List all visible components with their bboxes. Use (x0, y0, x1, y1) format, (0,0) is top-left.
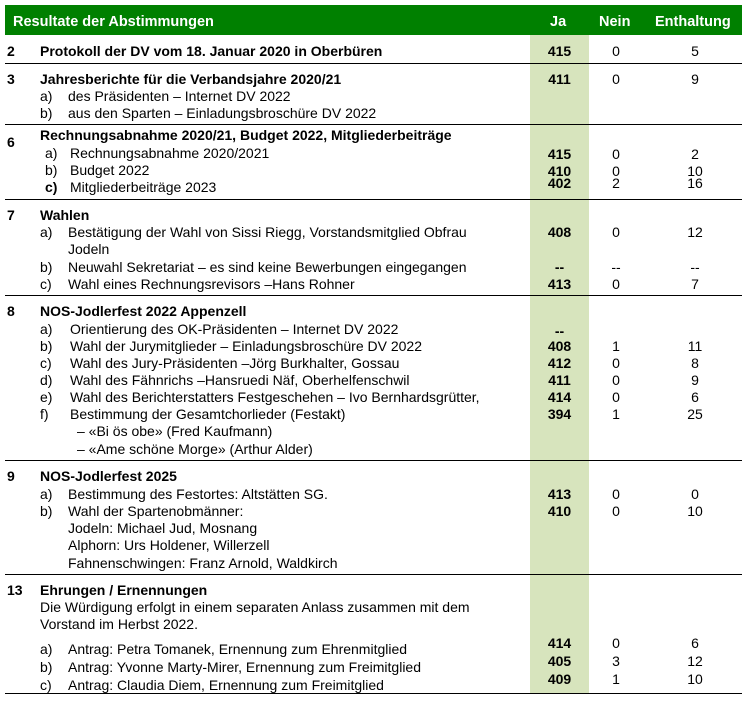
nein-value: 0 (612, 635, 620, 651)
list-item (5, 259, 742, 276)
ja-value: 412 (547, 355, 572, 371)
list-item (5, 486, 742, 503)
item-letter: a) (45, 145, 58, 161)
list-item (5, 671, 742, 694)
item-text: Antrag: Yvonne Marty-Mirer, Ernennung zum Freimitglied (68, 659, 422, 675)
item-title: Protokoll der DV vom 18. Januar 2020 in Oberbüren (40, 43, 383, 59)
enthaltung-value: -- (690, 259, 700, 275)
header-ja: Ja (550, 14, 567, 30)
ja-value: -- (554, 259, 565, 275)
nein-value: -- (611, 259, 621, 275)
item-letter: c) (40, 677, 52, 693)
ja-value: 413 (547, 276, 572, 292)
nein-value: 1 (612, 338, 620, 354)
officer-name: Fahnenschwingen: Franz Arnold, Waldkirch (68, 555, 338, 571)
intro-text: Vorstand im Herbst 2022. (40, 616, 198, 632)
list-item (5, 321, 742, 338)
item-number: 3 (7, 71, 15, 87)
item-text: Wahl des Jury-Präsidenten –Jörg Burkhalter, Gossau (70, 355, 400, 371)
nein-value: 0 (612, 355, 620, 371)
item-letter: b) (40, 503, 53, 519)
header-title: Resultate der Abstimmungen (13, 14, 214, 30)
table-row (5, 71, 742, 88)
item-text-continued: Jodeln (68, 241, 110, 257)
enthaltung-value: 8 (691, 355, 699, 371)
item-text: Rechnungsabnahme 2020/2021 (70, 145, 270, 161)
item-text: Wahl der Jurymitglieder – Einladungsbroschüre DV 2022 (70, 338, 422, 354)
officer-name: Jodeln: Michael Jud, Mosnang (68, 520, 258, 536)
header-nein: Nein (599, 14, 631, 30)
item-text: Antrag: Claudia Diem, Ernennung zum Freimitglied (68, 677, 384, 693)
nein-value: 1 (612, 406, 620, 422)
nein-value: 2 (612, 175, 620, 191)
item-letter: c) (40, 355, 52, 371)
ja-value: 394 (547, 406, 572, 422)
ja-value: 414 (547, 389, 572, 405)
ja-value: 410 (547, 503, 572, 519)
table-row (5, 207, 742, 224)
ja-value: 411 (548, 372, 571, 388)
item-letter: c) (40, 276, 52, 292)
item-letter: b) (45, 162, 58, 178)
divider (5, 295, 742, 296)
item-text: Antrag: Petra Tomanek, Ernennung zum Ehrenmitglied (68, 641, 408, 657)
item-text: Orientierung des OK-Präsidenten – Internet DV 2022 (70, 321, 399, 337)
list-item (5, 338, 742, 355)
list-item (5, 372, 742, 389)
intro-text: Die Würdigung erfolgt in einem separaten Anlass zusammen mit dem (40, 599, 470, 615)
ja-value: 405 (547, 653, 572, 669)
list-item (5, 355, 742, 372)
divider (5, 693, 742, 694)
enthaltung-value: 10 (687, 163, 703, 179)
list-item (5, 423, 742, 440)
item-title: Rechnungsabnahme 2020/21, Budget 2022, Mitgliederbeiträge (40, 127, 452, 143)
item-letter: d) (40, 372, 53, 388)
list-item (5, 88, 742, 105)
item-number: 7 (7, 207, 15, 223)
nein-value: 0 (612, 389, 620, 405)
list-item (5, 616, 742, 633)
list-item (5, 599, 742, 616)
table-row (5, 127, 742, 150)
list-item (5, 389, 742, 406)
enthaltung-value: 2 (691, 146, 699, 162)
item-text: Wahl des Fähnrichs –Hansruedi Näf, Oberhelfenschwil (70, 372, 410, 388)
item-text: des Präsidenten – Internet DV 2022 (68, 88, 291, 104)
enthaltung-value: 5 (691, 43, 699, 59)
item-text: Wahl des Berichterstatters Festgeschehen – Ivo Bernhardsgrütter, (70, 389, 480, 405)
ja-value: 414 (547, 635, 572, 651)
item-letter: f) (40, 406, 49, 422)
item-text: Mitgliederbeiträge 2023 (70, 179, 217, 195)
item-title: NOS-Jodlerfest 2025 (40, 468, 177, 484)
item-letter: c) (45, 179, 58, 195)
list-item (5, 276, 742, 293)
list-item (5, 503, 742, 520)
divider (5, 199, 742, 200)
enthaltung-value: 12 (687, 224, 703, 240)
item-letter: a) (40, 88, 53, 104)
item-number: 13 (7, 582, 23, 598)
enthaltung-value: 12 (687, 653, 703, 669)
enthaltung-value: 0 (691, 486, 699, 502)
item-letter: b) (40, 659, 53, 675)
nein-value: 0 (612, 71, 620, 87)
item-text: Bestätigung der Wahl von Sissi Riegg, Vorstandsmitglied Obfrau (68, 224, 467, 240)
item-text: Neuwahl Sekretariat – es sind keine Bewerbungen eingegangen (68, 259, 467, 275)
item-letter: a) (40, 321, 53, 337)
divider (5, 124, 742, 125)
item-text: Wahl eines Rechnungsrevisors –Hans Rohner (68, 276, 355, 292)
list-item (5, 224, 742, 241)
enthaltung-value: 6 (691, 635, 699, 651)
enthaltung-value: 16 (687, 175, 703, 191)
nein-value: 0 (612, 163, 620, 179)
nein-value: 0 (612, 43, 620, 59)
nein-value: 3 (612, 653, 620, 669)
list-item (5, 175, 742, 196)
header-enthaltung: Enthaltung (655, 14, 731, 30)
list-item (5, 441, 742, 458)
nein-value: 0 (612, 146, 620, 162)
item-text: Budget 2022 (70, 162, 150, 178)
item-text: Bestimmung des Festortes: Altstätten SG. (68, 486, 328, 502)
item-number: 2 (7, 43, 15, 59)
ja-value: 413 (547, 486, 572, 502)
table-row (5, 468, 742, 485)
divider (5, 574, 742, 575)
ja-value: 408 (547, 224, 572, 240)
table-header (5, 5, 742, 35)
nein-value: 0 (612, 503, 620, 519)
enthaltung-value: 10 (687, 671, 703, 687)
enthaltung-value: 9 (691, 372, 699, 388)
divider (5, 63, 742, 64)
enthaltung-value: 25 (687, 406, 703, 422)
nein-value: 0 (612, 224, 620, 240)
ja-value: 408 (547, 338, 572, 354)
item-title: Ehrungen / Ernennungen (40, 582, 208, 598)
item-title: Jahresberichte für die Verbandsjahre 2020/21 (40, 71, 342, 87)
item-title: NOS-Jodlerfest 2022 Appenzell (40, 303, 247, 319)
item-letter: b) (40, 105, 53, 121)
ja-value: 415 (547, 146, 572, 162)
enthaltung-value: 11 (687, 338, 703, 354)
item-text: aus den Sparten – Einladungsbroschüre DV 2022 (68, 105, 377, 121)
song-title: – «Bi ös obe» (Fred Kaufmann) (77, 423, 273, 439)
enthaltung-value: 7 (691, 276, 699, 292)
ja-value: 409 (547, 671, 572, 687)
item-letter: e) (40, 389, 53, 405)
list-item (5, 406, 742, 423)
item-number: 6 (7, 134, 15, 150)
ja-value: 415 (547, 43, 572, 59)
item-letter: a) (40, 224, 53, 240)
table-row (5, 43, 742, 60)
table-row (5, 582, 742, 599)
item-letter: a) (40, 641, 53, 657)
ja-value: 410 (547, 163, 572, 179)
nein-value: 0 (612, 276, 620, 292)
enthaltung-value: 9 (691, 71, 699, 87)
song-title: – «Ame schöne Morge» (Arthur Alder) (77, 441, 313, 457)
item-letter: b) (40, 338, 53, 354)
item-text: Wahl der Spartenobmänner: (68, 503, 244, 519)
nein-value: 0 (612, 486, 620, 502)
item-title: Wahlen (40, 207, 90, 223)
divider (5, 460, 742, 461)
item-letter: b) (40, 259, 53, 275)
item-letter: a) (40, 486, 53, 502)
officer-name: Alphorn: Urs Holdener, Willerzell (68, 537, 270, 553)
item-text: Bestimmung der Gesamtchorlieder (Festakt) (70, 406, 346, 422)
enthaltung-value: 6 (691, 389, 699, 405)
results-table (5, 5, 742, 695)
ja-value: 411 (548, 71, 571, 87)
ja-value: -- (554, 323, 565, 339)
list-item (5, 537, 742, 554)
list-item (5, 241, 742, 258)
table-row (5, 303, 742, 320)
enthaltung-value: 10 (687, 503, 703, 519)
list-item (5, 145, 742, 162)
list-item (5, 520, 742, 537)
list-item (5, 555, 742, 572)
item-number: 9 (7, 468, 15, 484)
item-number: 8 (7, 303, 15, 319)
nein-value: 1 (612, 671, 620, 687)
list-item (5, 105, 742, 122)
ja-value: 402 (547, 175, 572, 191)
nein-value: 0 (612, 372, 620, 388)
